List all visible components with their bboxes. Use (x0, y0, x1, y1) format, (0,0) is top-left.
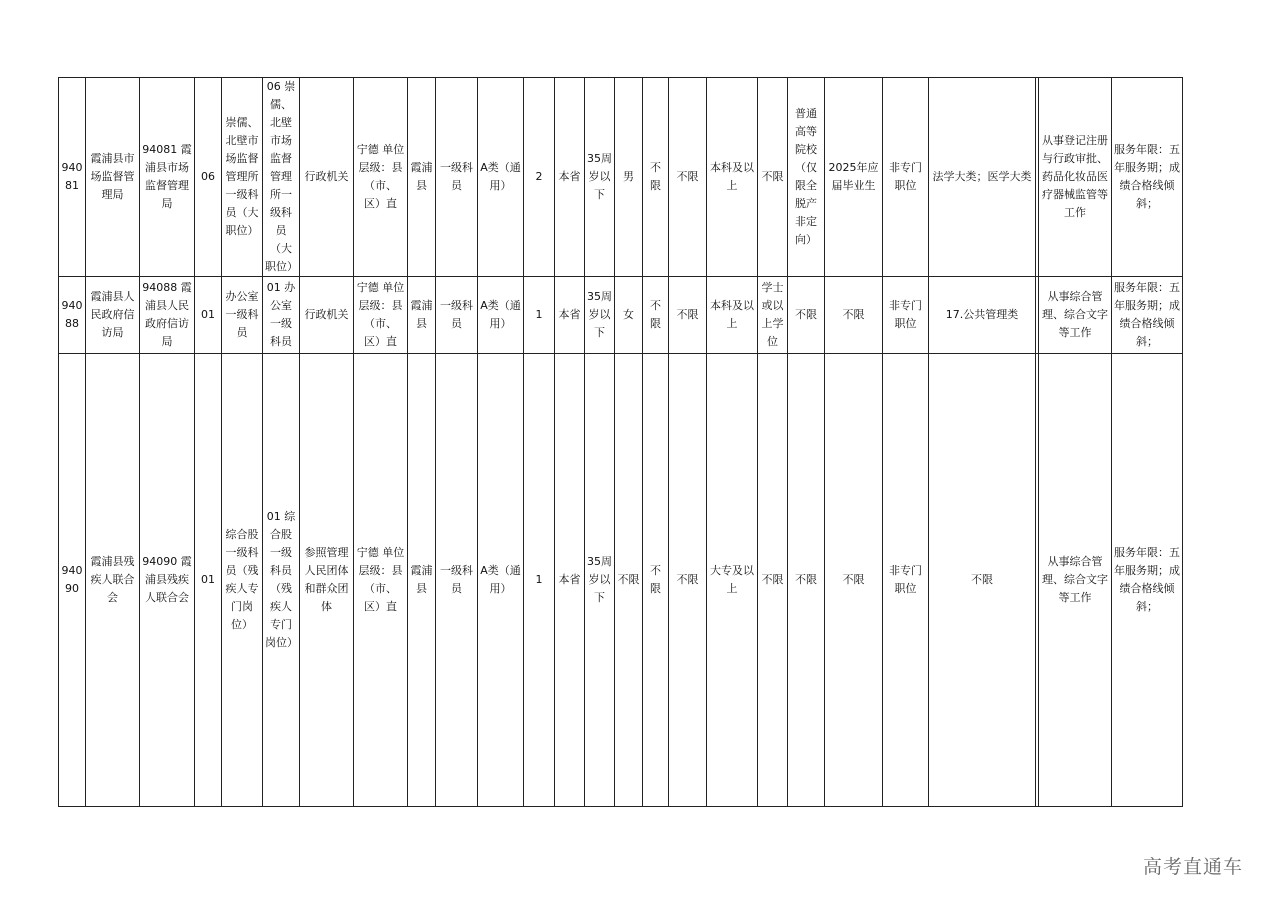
position-code: 94088 (59, 277, 86, 354)
duties: 从事综合管理、综合文字等工作 (1039, 277, 1112, 354)
political-status: 不限 (669, 78, 707, 277)
county: 霞浦县 (408, 354, 436, 807)
ethnicity: 不限 (643, 277, 669, 354)
political-status: 不限 (669, 354, 707, 807)
table-row (59, 277, 1183, 354)
age: 35周岁以下 (585, 354, 615, 807)
duties: 从事登记注册与行政审批、药品化妆品医疗器械监管等工作 (1039, 78, 1112, 277)
unit-level: 宁德 单位层级：县（市、区）直 (354, 78, 408, 277)
employer-name: 霞浦县市场监督管理局 (86, 78, 140, 277)
notes: 服务年限：五年服务期；成绩合格线倾斜； (1112, 78, 1183, 277)
position-type: 非专门职位 (883, 78, 929, 277)
age: 35周岁以下 (585, 78, 615, 277)
degree: 学士或以上学位 (758, 277, 788, 354)
position-code: 94081 (59, 78, 86, 277)
graduate-status: 2025年应届毕业生 (825, 78, 883, 277)
unit-level: 宁德 单位层级：县（市、区）直 (354, 354, 408, 807)
position-type: 非专门职位 (883, 277, 929, 354)
school-type: 普通高等院校（仅限全脱产非定向） (788, 78, 825, 277)
employer-name: 霞浦县残疾人联合会 (86, 354, 140, 807)
residence: 本省 (555, 277, 585, 354)
employer-code-name: 94090 霞浦县残疾人联合会 (140, 354, 195, 807)
degree: 不限 (758, 354, 788, 807)
gender: 男 (615, 78, 643, 277)
notes: 服务年限：五年服务期；成绩合格线倾斜； (1112, 354, 1183, 807)
position-number: 01 (195, 277, 222, 354)
employer-name: 霞浦县人民政府信访局 (86, 277, 140, 354)
unit-level: 宁德 单位层级：县（市、区）直 (354, 277, 408, 354)
headcount: 1 (524, 277, 555, 354)
graduate-status: 不限 (825, 277, 883, 354)
education: 本科及以上 (707, 78, 758, 277)
duties: 从事综合管理、综合文字等工作 (1039, 354, 1112, 807)
position-name: 综合股一级科员（残疾人专门岗位） (222, 354, 263, 807)
education: 大专及以上 (707, 354, 758, 807)
headcount: 1 (524, 354, 555, 807)
position-code-name: 01 综合股一级科员（残疾人专门岗位） (263, 354, 300, 807)
county: 霞浦县 (408, 78, 436, 277)
position-code: 94090 (59, 354, 86, 807)
age: 35周岁以下 (585, 277, 615, 354)
gender: 女 (615, 277, 643, 354)
position-name: 办公室一级科员 (222, 277, 263, 354)
residence: 本省 (555, 78, 585, 277)
major: 法学大类；医学大类 (929, 78, 1036, 277)
school-type: 不限 (788, 277, 825, 354)
degree: 不限 (758, 78, 788, 277)
job-table (58, 77, 1183, 807)
rank: 一级科员 (436, 354, 478, 807)
position-type: 非专门职位 (883, 354, 929, 807)
ethnicity: 不限 (643, 354, 669, 807)
watermark-text: 高考直通车 (1143, 856, 1244, 878)
headcount: 2 (524, 78, 555, 277)
position-name: 崇儒、北壁市场监督管理所一级科员（大职位） (222, 78, 263, 277)
table-row (59, 78, 1183, 277)
organization-type: 参照管理人民团体和群众团体 (300, 354, 354, 807)
table-row (59, 354, 1183, 807)
major: 17.公共管理类 (929, 277, 1036, 354)
position-number: 01 (195, 354, 222, 807)
organization-type: 行政机关 (300, 78, 354, 277)
school-type: 不限 (788, 354, 825, 807)
graduate-status: 不限 (825, 354, 883, 807)
exam-category: A类（通用） (478, 354, 524, 807)
exam-category: A类（通用） (478, 277, 524, 354)
organization-type: 行政机关 (300, 277, 354, 354)
education: 本科及以上 (707, 277, 758, 354)
rank: 一级科员 (436, 78, 478, 277)
county: 霞浦县 (408, 277, 436, 354)
position-code-name: 01 办公室一级科员 (263, 277, 300, 354)
ethnicity: 不限 (643, 78, 669, 277)
exam-category: A类（通用） (478, 78, 524, 277)
major: 不限 (929, 354, 1036, 807)
political-status: 不限 (669, 277, 707, 354)
gender: 不限 (615, 354, 643, 807)
employer-code-name: 94088 霞浦县人民政府信访局 (140, 277, 195, 354)
employer-code-name: 94081 霞浦县市场监督管理局 (140, 78, 195, 277)
notes: 服务年限：五年服务期；成绩合格线倾斜； (1112, 277, 1183, 354)
residence: 本省 (555, 354, 585, 807)
position-code-name: 06 崇儒、北壁市场监督管理所一级科员（大职位） (263, 78, 300, 277)
rank: 一级科员 (436, 277, 478, 354)
position-number: 06 (195, 78, 222, 277)
